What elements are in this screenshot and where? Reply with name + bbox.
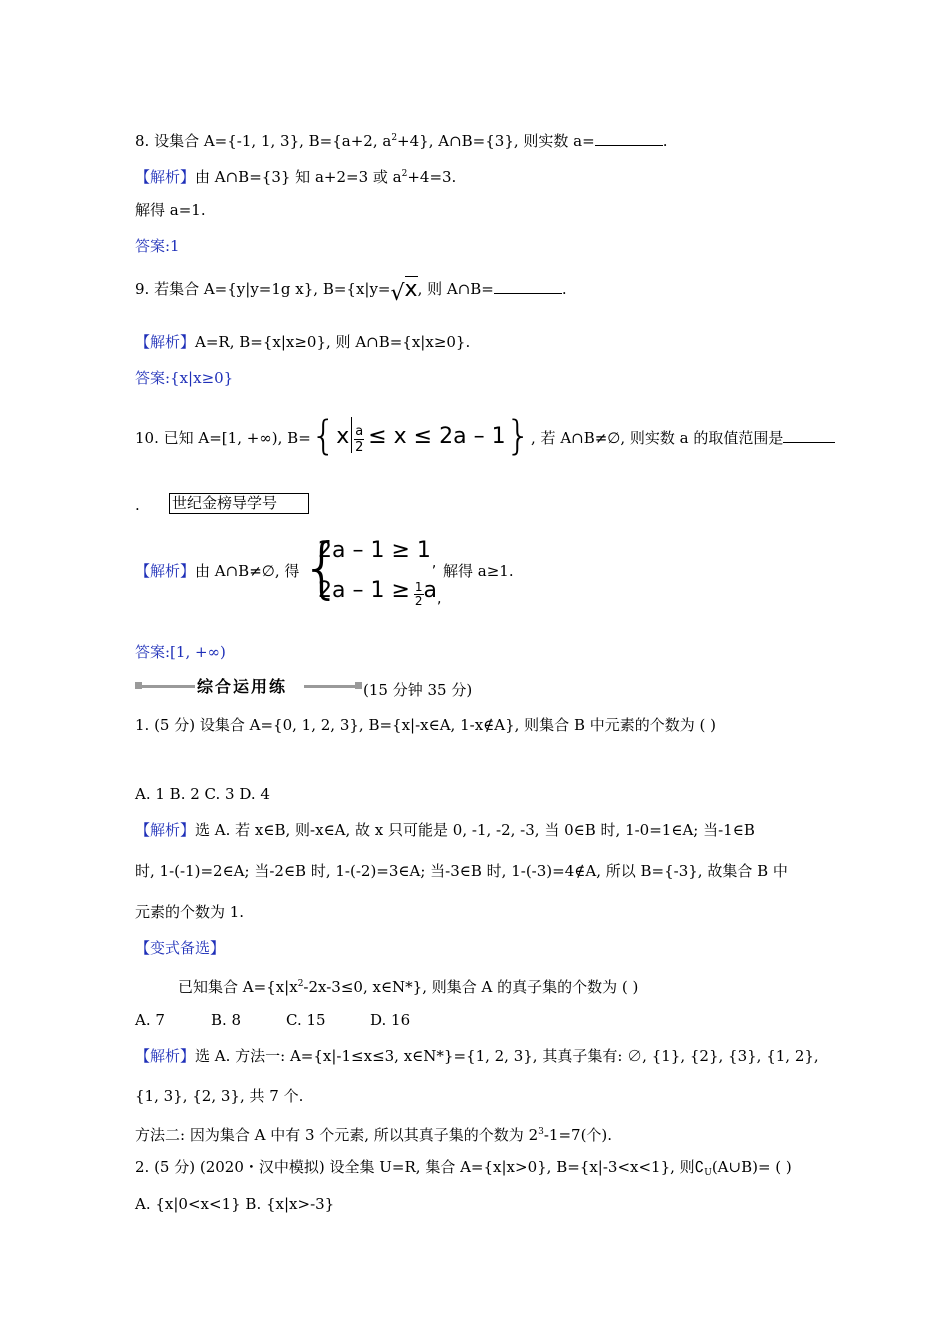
q10-answer-blank [783,428,835,443]
q10-system-line1 [318,538,436,576]
right-brace-symbol: } [505,413,532,459]
variant-option-c: C. 15 [286,1011,326,1029]
p2-stem-c: (A∪B)= ( ) [711,1158,792,1176]
variant-sol-l1: 选 A. 方法一: A={x|-1≤x≤3, x∈N*}={1, 2, 3}, 其真子集有: ∅, {1}, {2}, {3}, {1, 2}, [195,1047,819,1065]
variant-sol-l3a: 方法二: 因为集合 A 中有 3 个元素, 所以其真子集的个数为 2 [135,1126,539,1144]
q9-solution [135,332,470,352]
p2-stem-a: 2. (5 分) (2020・汉中模拟) 设全集 U=R, 集合 A={x|x>0}, B={x|-3<x<1}, 则∁ [135,1158,705,1176]
q10-set-rest: ≤ x ≤ 2a – 1 [368,424,506,449]
section-bar-right-dot [355,682,362,689]
p1-solution-l2: 时, 1-(-1)=2∈A; 当-2∈B 时, 1-(-2)=3∈A; 当-3∈B 时, 1-(-3)=4∉A, 所以 B={-3}, 故集合 B 中 [135,862,788,880]
q10-set-bar [351,417,352,453]
variant-stem-a: 已知集合 A={x|x [178,978,298,996]
left-brace-symbol: { [310,413,337,459]
q9-solution-tag: 【解析】 [135,333,196,351]
q10-solution-end: 解得 a≥1. [443,562,514,580]
q10-answer: 答案:[1, +∞) [135,643,226,661]
variant-option-b: B. 8 [211,1011,242,1029]
variant-sol-sup: 3 [538,1127,544,1137]
q10-frac-bot: 2 [355,440,364,455]
q9-stem-end: . [561,280,567,298]
q10-solution-tag: 【解析】 [135,562,196,580]
q9-stem [135,276,567,307]
q10-set-x: x [336,424,350,449]
q8-stem-a: 8. 设集合 A={-1, 1, 3}, B={a+2, a [135,132,392,150]
variant-option-a: A. 7 [135,1011,165,1029]
p1-options: A. 1 B. 2 C. 3 D. 4 [135,785,270,803]
variant-solution-l2: {1, 3}, {2, 3}, 共 7 个. [135,1087,304,1105]
q10-sys-frac-top: 1 [414,580,423,594]
q8-sol-sup: 2 [401,169,408,179]
variant-stem [178,974,638,997]
q10-stem-c: , 若 A∩B≠∅, 则实数 a 的取值范围是 [531,429,784,447]
q10-stem [135,412,835,460]
section-time-note: (15 分钟 35 分) [363,681,473,699]
q10-stem-a: 10. 已知 A=[1, +∞), B= [135,429,311,447]
q10-system-line2 [318,578,441,612]
q8-stem-sup: 2 [391,133,398,143]
q10-sys-line1: 2a – 1 ≥ 1 [318,538,431,563]
q8-solution [135,164,456,187]
variant-solution-tag: 【解析】 [135,1047,196,1065]
q10-sys-frac-bot: 2 [414,594,423,608]
p2-stem [135,1157,792,1183]
q10-sys-line2-a: a [423,578,438,603]
variant-option-d: D. 16 [370,1011,411,1029]
section-bar-left [141,685,195,688]
p2-options: A. {x|0<x<1} B. {x|x>-3} [135,1195,335,1213]
q9-answer: 答案:{x|x≥0} [135,369,234,387]
section-bar-right [304,685,356,688]
q8-solution-2: 解得 a=1. [135,201,206,219]
q8-stem [135,128,667,151]
p1-solution-l1 [135,820,755,840]
variant-options [135,1010,410,1030]
p1-solution-l3: 元素的个数为 1. [135,903,245,921]
q8-solution-tag: 【解析】 [135,168,196,186]
q8-sol-a: 由 A∩B={3} 知 a+2=3 或 a [195,168,402,186]
variant-stem-sup: 2 [297,979,304,989]
variant-solution-l3 [135,1122,612,1145]
variant-solution-l1 [135,1046,819,1066]
q9-answer-blank [494,279,562,294]
p1-sol-l1: 选 A. 若 x∈B, 则-x∈A, 故 x 只可能是 0, -1, -2, -3, 当 0∈B 时, 1-0=1∈A; 当-1∈B [195,821,755,839]
q10-sys-frac [414,581,424,608]
q10-solution [135,561,299,581]
sqrt-symbol: √ [390,281,405,306]
q10-sys-line1-end: , [431,555,437,571]
q9-stem-a: 9. 若集合 A={y|y=1g x}, B={x|y= [135,280,391,298]
q9-sqrt-arg: x [404,277,418,302]
q10-frac-top: a [355,424,364,439]
q10-sys-line2-end: , [437,591,442,607]
section-title: 综合运用练 [197,677,288,696]
p1-solution-tag: 【解析】 [135,821,196,839]
q9-stem-c: , 则 A∩B= [417,280,494,298]
q10-system-brace: { [301,529,343,606]
q8-sol-c: +4=3. [407,168,457,186]
q8-answer: 答案:1 [135,237,180,255]
variant-tag: 【变式备选】 [135,939,226,957]
q10-frac [354,424,364,455]
source-label-box: 世纪金榜导学号 [169,493,309,514]
q8-stem-c: +4}, A∩B={3}, 则实数 a= [397,132,595,150]
q10-sol-a: 由 A∩B≠∅, 得 [195,562,300,580]
q8-stem-end: . [662,132,668,150]
q9-sol-text: A=R, B={x|x≥0}, 则 A∩B={x|x≥0}. [195,333,471,351]
p2-stem-sub: U [704,1168,712,1178]
variant-stem-c: -2x-3≤0, x∈N*}, 则集合 A 的真子集的个数为 ( ) [303,978,639,996]
q10-sys-line2: 2a – 1 ≥ [318,578,410,603]
q10-dot: . [135,496,140,514]
variant-sol-l3c: -1=7(个). [543,1126,613,1144]
q8-answer-blank [595,131,663,146]
p1-stem: 1. (5 分) 设集合 A={0, 1, 2, 3}, B={x|-x∈A, 1-x∉A}, 则集合 B 中元素的个数为 ( ) [135,716,716,734]
